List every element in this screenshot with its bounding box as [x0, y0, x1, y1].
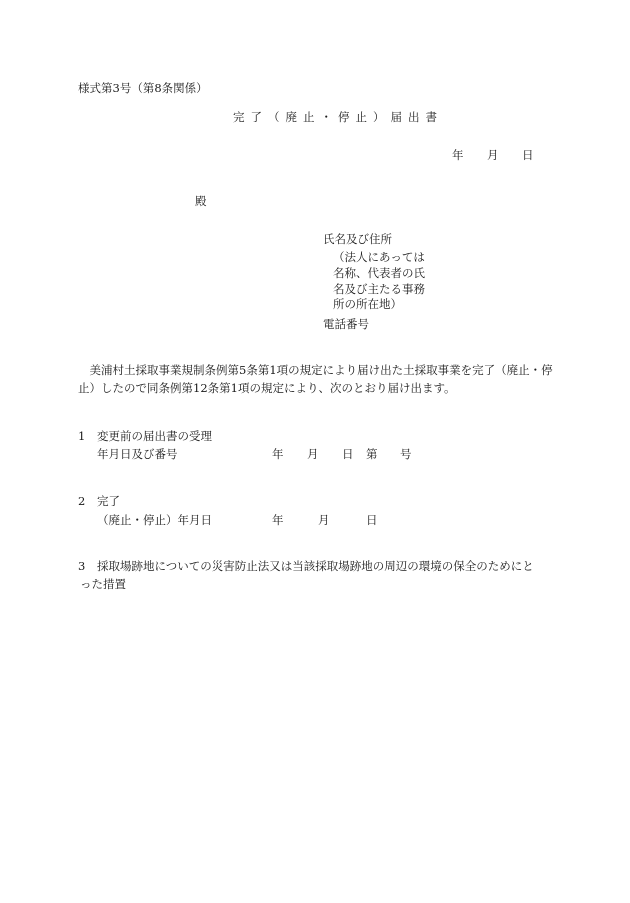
item-1-month: 月	[307, 447, 319, 461]
item-3-number: 3	[78, 559, 86, 573]
item-3-heading-line-1: 採取場跡地についての災害防止法又は当該採取場跡地の周辺の環境の保全のためにと	[97, 559, 534, 573]
item-1-heading: 変更前の届出書の受理	[97, 429, 212, 443]
item-1-sub-label: 年月日及び番号	[97, 447, 178, 461]
note-line-4: 所の所在地）	[333, 297, 402, 311]
item-2-year: 年	[272, 513, 284, 527]
note-line-1: （法人にあっては	[333, 250, 425, 264]
item-1-dai: 第	[366, 447, 378, 461]
item-1-year: 年	[272, 447, 284, 461]
item-2-day: 日	[366, 513, 378, 527]
name-address-label: 氏名及び住所	[323, 232, 392, 246]
item-2-number: 2	[78, 494, 86, 508]
item-1-day: 日	[342, 447, 354, 461]
date-month: 月	[487, 148, 499, 162]
date-day: 日	[522, 148, 534, 162]
document-title: 完了（廃止・停止）届出書	[233, 110, 443, 124]
body-line-1: 美浦村土採取事業規制条例第5条第1項の規定により届け出た土採取事業を完了（廃止・停	[78, 363, 553, 377]
note-line-3: 名及び主たる事務	[333, 282, 425, 296]
item-1-go: 号	[400, 447, 412, 461]
item-2-month: 月	[318, 513, 330, 527]
item-3-heading-line-2: った措置	[80, 577, 126, 591]
item-1-number: 1	[78, 429, 86, 443]
phone-label: 電話番号	[323, 317, 369, 331]
addressee-suffix: 殿	[195, 194, 207, 208]
item-2-heading: 完了	[97, 494, 120, 508]
form-number: 様式第3号（第8条関係）	[78, 81, 208, 95]
item-2-sub-label: （廃止・停止）年月日	[97, 513, 212, 527]
body-line-2: 止）したので同条例第12条第1項の規定により、次のとおり届け出ます。	[78, 381, 456, 395]
note-line-2: 名称、代表者の氏	[333, 266, 425, 280]
date-year: 年	[452, 148, 464, 162]
